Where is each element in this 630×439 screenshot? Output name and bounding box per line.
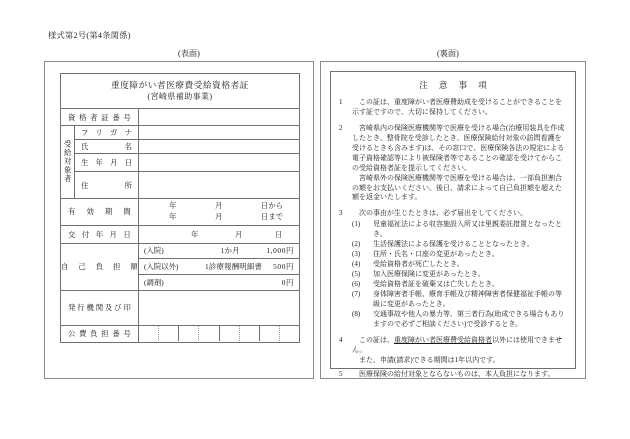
public-expense-group	[139, 326, 179, 341]
self-pay-kind-1: (入院以外)	[144, 262, 179, 271]
note-underlined-phrase: 重度障がい者医療費受給資格者	[394, 335, 492, 344]
table-row-birthdate	[61, 154, 300, 172]
birthdate-value[interactable]	[139, 154, 300, 172]
public-expense-cell[interactable]	[280, 326, 299, 341]
note-paragraph: 医療保険の給付対象とならないものは、本人負担になります。	[359, 370, 555, 379]
public-expense-cell[interactable]	[199, 326, 218, 341]
valid-to-month: 月	[215, 211, 223, 221]
note-number-3: 3	[339, 209, 343, 218]
note-paragraph-4a: この証は、重度障がい者医療費受給資格者以外には使用できません。	[352, 335, 562, 354]
issue-month: 月	[235, 229, 243, 239]
self-pay-unit-0: 1か月	[220, 246, 240, 256]
self-pay-amount-0: 1,000円	[266, 246, 294, 256]
furigana-value[interactable]	[139, 126, 300, 140]
public-expense-cell[interactable]	[139, 326, 159, 341]
recipient-vertical-label-cell	[61, 126, 75, 199]
notes-box	[330, 71, 576, 379]
valid-from-month: 月	[215, 201, 223, 211]
note-sub-text: 生活保護法による保護を受けることとなったとき。	[373, 240, 534, 249]
note-sub-number: (4)	[352, 260, 361, 269]
valid-period-label: 有効期間	[61, 199, 139, 225]
note-sub-number: (2)	[352, 240, 361, 249]
note-sub-text: 受給資格者証を破棄又は亡失したとき。	[373, 279, 499, 288]
back-page-frame	[320, 61, 586, 379]
note-paragraph: この証は、重度障がい者医療費助成を受けることができることを示す証ですので、大切に保持してください。	[352, 98, 562, 116]
note-sub-item	[352, 280, 567, 290]
issue-date-label: 交付年月日	[61, 225, 139, 243]
valid-from-day: 日から	[261, 201, 284, 211]
public-expense-cell[interactable]	[179, 326, 199, 341]
note-number-4: 4	[339, 335, 343, 344]
note-sub-list	[352, 220, 567, 329]
issuer-value[interactable]	[139, 290, 300, 325]
table-row-title	[61, 74, 300, 109]
public-expense-group	[260, 326, 299, 341]
note-sub-text: 住所・氏名・口座の変更があったとき。	[373, 250, 499, 259]
note-item-2	[339, 124, 567, 204]
self-pay-amount-2: 0円	[281, 277, 294, 287]
name-value[interactable]	[139, 140, 300, 154]
note-number-5: 5	[339, 370, 343, 379]
note-sub-number: (1)	[352, 220, 361, 229]
table-row-name	[61, 140, 300, 154]
note-sub-text: 受給資格者が死亡したとき。	[373, 260, 464, 269]
self-pay-cell-2	[139, 274, 300, 290]
self-pay-cell-1	[139, 259, 300, 275]
certificate-title-main: 重度障がい者医療費受給資格者証	[111, 80, 249, 90]
note-sub-item	[352, 290, 567, 310]
self-pay-cell-0	[139, 243, 300, 259]
notes-title: 注意事項	[419, 80, 498, 90]
note-item-4	[339, 336, 567, 366]
public-expense-cell[interactable]	[240, 326, 259, 341]
note-paragraph: また、申請(請求)できる期間は1年以内です。	[359, 355, 500, 364]
self-pay-amount-1: 500円	[273, 262, 294, 271]
valid-from-year: 年	[169, 201, 177, 211]
note-paragraph: 宮崎県外の保険医療機関等で医療を受ける場合は、一部負担割合の額をお支払いください。後日、請求によって自己負担額を超えた額を返金いたします。	[352, 173, 562, 202]
note-item-5	[339, 370, 567, 380]
note-body-5	[352, 370, 567, 380]
name-label: 氏名	[75, 140, 139, 154]
public-expense-label: 公費負担番号	[61, 325, 139, 342]
note-sub-item	[352, 260, 567, 270]
note-sub-item	[352, 240, 567, 250]
issue-date-value[interactable]	[139, 225, 300, 243]
self-pay-kind-0: (入院)	[144, 246, 164, 256]
back-side-label: (裏面)	[437, 49, 459, 58]
note-sub-text: 交通事故や他人の暴力等、第三者行為(助成できる場合もありますので必ずご相談ください)で受診するとき。	[373, 309, 565, 328]
note-sub-number: (8)	[352, 309, 361, 318]
valid-period-value[interactable]	[139, 199, 300, 225]
table-row-address	[61, 172, 300, 199]
note-body-4	[352, 336, 567, 366]
front-side-label: (表面)	[178, 49, 200, 58]
note-sub-item	[352, 250, 567, 260]
furigana-label: フリガナ	[75, 126, 139, 140]
table-row-public-expense	[61, 325, 300, 342]
note-sub-number: (5)	[352, 270, 361, 278]
valid-to-year: 年	[169, 211, 177, 221]
public-expense-group	[179, 326, 219, 341]
table-row-furigana	[61, 126, 300, 140]
cert-number-label: 資格者証番号	[61, 109, 139, 126]
note-body-3	[352, 209, 567, 329]
table-row-issue-date	[61, 225, 300, 243]
note-sub-item	[352, 310, 567, 330]
certificate-table	[60, 73, 300, 343]
self-pay-unit-1: 1診療報酬明細書	[205, 262, 263, 271]
birthdate-label: 生年月日	[75, 154, 139, 172]
note-number-2: 2	[339, 123, 343, 132]
self-pay-kind-2: (調剤)	[144, 277, 164, 287]
front-page-frame	[44, 61, 314, 379]
table-row-selfpay-hospital	[61, 243, 300, 259]
note-item-3	[339, 209, 567, 329]
certificate-title-sub: (宮崎県補助事業)	[147, 92, 213, 102]
note-paragraph: 宮崎県内の保険医療機関等で医療を受ける場合(治療用装具を作成したとき、整骨院を受診したとき、医療保険給付対象の訪問看護を受けるときも含みます)は、その窓口で、医療保険各法の規定による電子資格確認等により被保険者等であることの確認を受けてからこの受給資格者証を提示してください。	[352, 123, 565, 172]
address-value[interactable]	[139, 172, 300, 199]
issuer-label: 発行機関及び印	[61, 290, 139, 325]
form-code: 様式第2号(第4条関係)	[48, 31, 131, 40]
recipient-vertical-label: 受給対象者	[63, 139, 73, 183]
note-sub-number: (6)	[352, 279, 361, 288]
note-body-1	[352, 98, 567, 118]
public-expense-cell[interactable]	[220, 326, 240, 341]
self-pay-label: 自己負担額	[61, 243, 139, 290]
public-expense-cell[interactable]	[260, 326, 280, 341]
issue-year: 年	[191, 229, 199, 239]
note-item-1	[339, 98, 567, 118]
valid-to-day: 日まで	[261, 211, 284, 221]
address-label: 住所	[75, 172, 139, 199]
table-row-cert-number	[61, 109, 300, 126]
table-row-valid-period	[61, 199, 300, 225]
note-number-1: 1	[339, 98, 343, 106]
note-sub-text: 児童福祉法による収容施設入所又は里親委託措置となったとき。	[373, 220, 562, 239]
table-row-issuer	[61, 290, 300, 325]
cert-number-value[interactable]	[139, 109, 300, 126]
note-sub-number: (7)	[352, 289, 361, 298]
note-sub-item	[352, 220, 567, 240]
note-lead-3: 次の事由が生じたときは、必ず届出をしてください。	[359, 209, 527, 218]
note-sub-text: 身体障害者手帳、療育手帳及び精神障害者保健福祉手帳の等級に変更があったとき。	[373, 289, 562, 308]
public-expense-cells[interactable]	[139, 325, 300, 342]
note-body-2	[352, 124, 567, 204]
certificate-title-cell	[61, 74, 300, 109]
public-expense-cell[interactable]	[159, 326, 178, 341]
note-sub-item	[352, 270, 567, 280]
note-sub-number: (3)	[352, 250, 361, 259]
issue-day: 日	[275, 229, 283, 239]
public-expense-group	[220, 326, 260, 341]
note-sub-text: 加入医療保険に変更があったとき。	[373, 270, 485, 278]
